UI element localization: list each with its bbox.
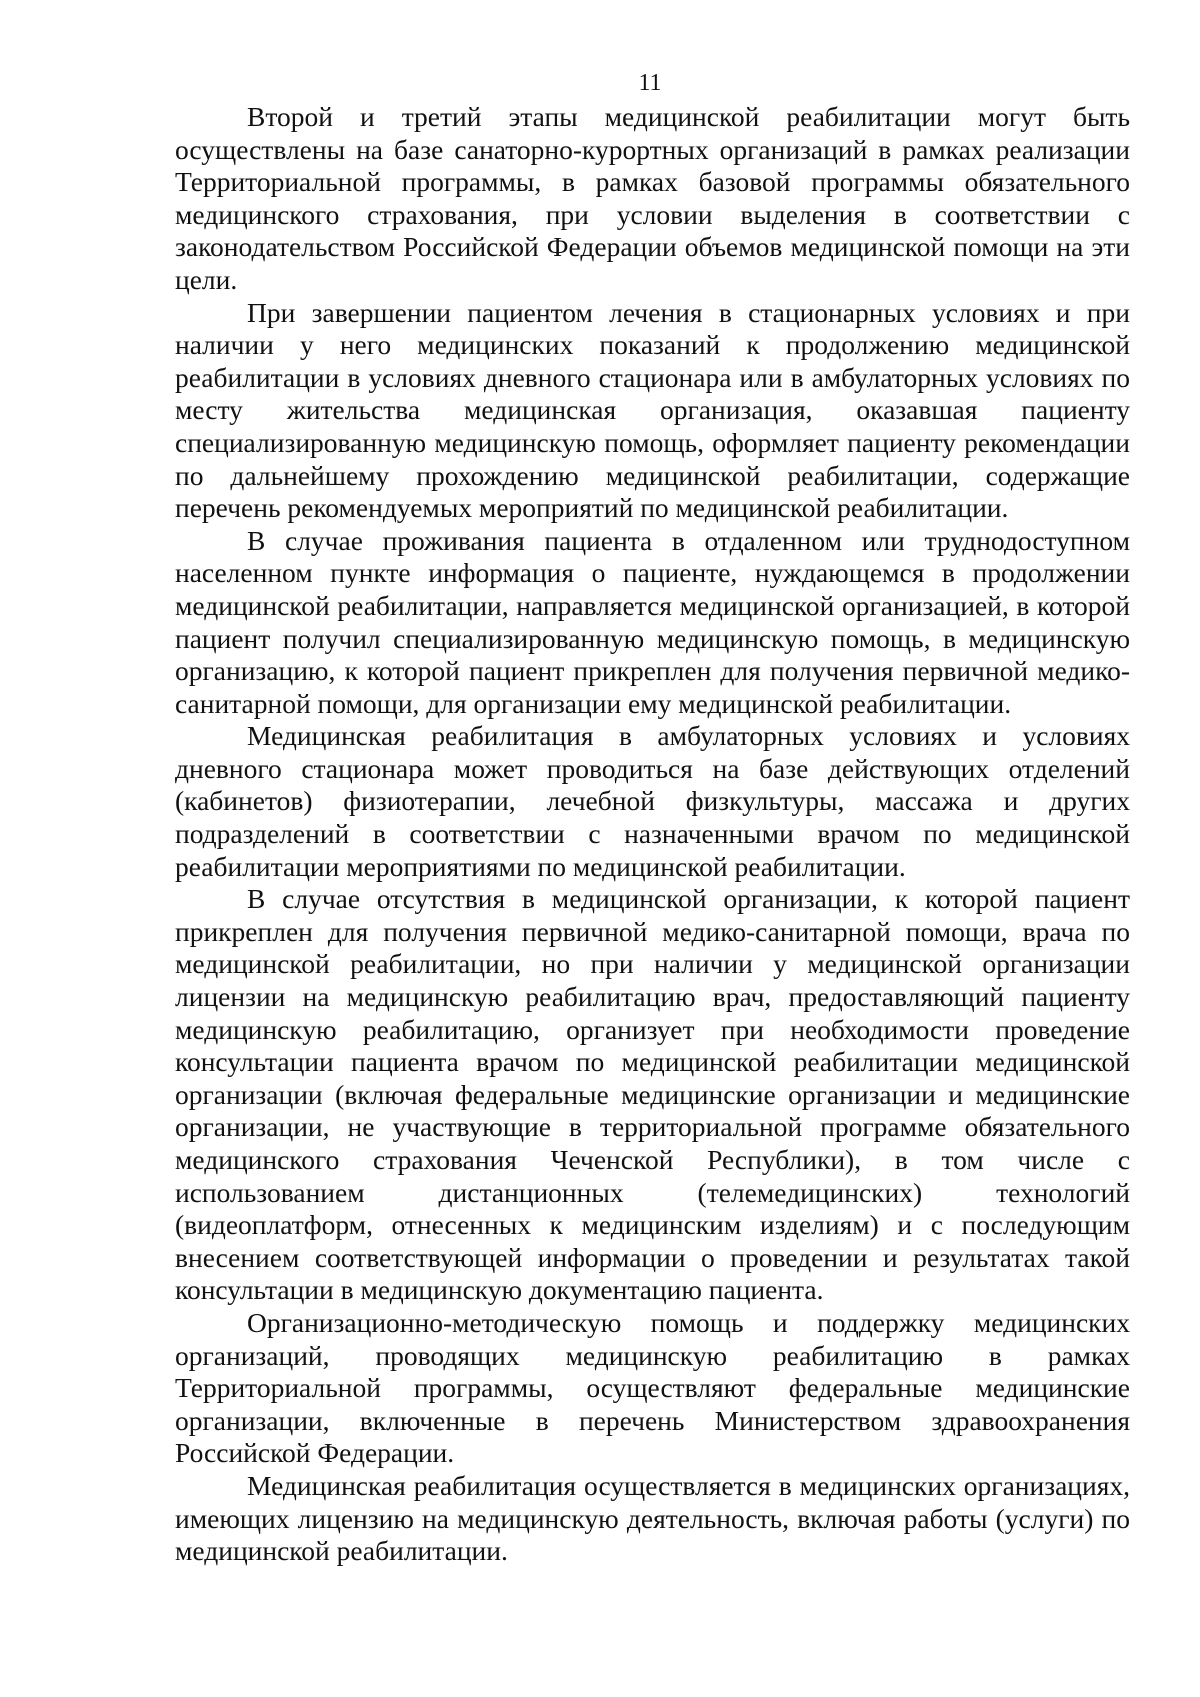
paragraph: Медицинская реабилитация осуществляется в медицинских организациях, имеющих лицензию на медицинскую деятельность, включая работы (услуги) по медицинской реабилитации. [175,1469,1130,1567]
paragraph: В случае проживания пациента в отдаленном или труднодоступном населенном пункте информация о пациенте, нуждающемся в продолжении медицинской реабилитации, направляется медицинской организацией, в которой пациент получил специализированную медицинскую помощь, в медицинскую организацию, к которой пациент прикреплен для получения первичной медико-санитарной помощи, для организации ему медицинской реабилитации. [175,524,1130,719]
paragraph: При завершении пациентом лечения в стационарных условиях и при наличии у него медицинских показаний к продолжению медицинской реабилитации в условиях дневного стационара или в амбулаторных условиях по месту жительства медицинская организация, оказавшая пациенту специализированную медицинскую помощь, оформляет пациенту рекомендации по дальнейшему прохождению медицинской реабилитации, содержащие перечень рекомендуемых мероприятий по медицинской реабилитации. [175,296,1130,524]
paragraph: Организационно-методическую помощь и поддержку медицинских организаций, проводящих медицинскую реабилитацию в рамках Территориальной программы, осуществляют федеральные медицинские организации, включенные в перечень Министерством здравоохранения Российской Федерации. [175,1306,1130,1469]
paragraph: Второй и третий этапы медицинской реабилитации могут быть осуществлены на базе санаторно-курортных организаций в рамках реализации Территориальной программы, в рамках базовой программы обязательного медицинского страхования, при условии выделения в соответствии с законодательством Российской Федерации объемов медицинской помощи на эти цели. [175,101,1130,295]
paragraph: В случае отсутствия в медицинской организации, к которой пациент прикреплен для получения первичной медико-санитарной помощи, врача по медицинской реабилитации, но при наличии у медицинской организации лицензии на медицинскую реабилитацию врач, предоставляющий пациенту медицинскую реабилитацию, организует при необходимости проведение консультации пациента врачом по медицинской реабилитации медицинской организации (включая федеральные медицинские организации и медицинские организации, не участвующие в территориальной программе обязательного медицинского страхования Чеченской Республики), в том числе с использованием дистанционных (телемедицинских) технологий (видеоплатформ, отнесенных к медицинским изделиям) и с последующим внесением соответствующей информации о проведении и результатах такой консультации в медицинскую документацию пациента. [175,883,1130,1306]
paragraph: Медицинская реабилитация в амбулаторных условиях и условиях дневного стационара может проводиться на базе действующих отделений (кабинетов) физиотерапии, лечебной физкультуры, массажа и других подразделений в соответствии с назначенными врачом по медицинской реабилитации мероприятиями по медицинской реабилитации. [175,720,1130,882]
document-body [175,101,1130,1568]
page-number: 11 [638,70,662,96]
